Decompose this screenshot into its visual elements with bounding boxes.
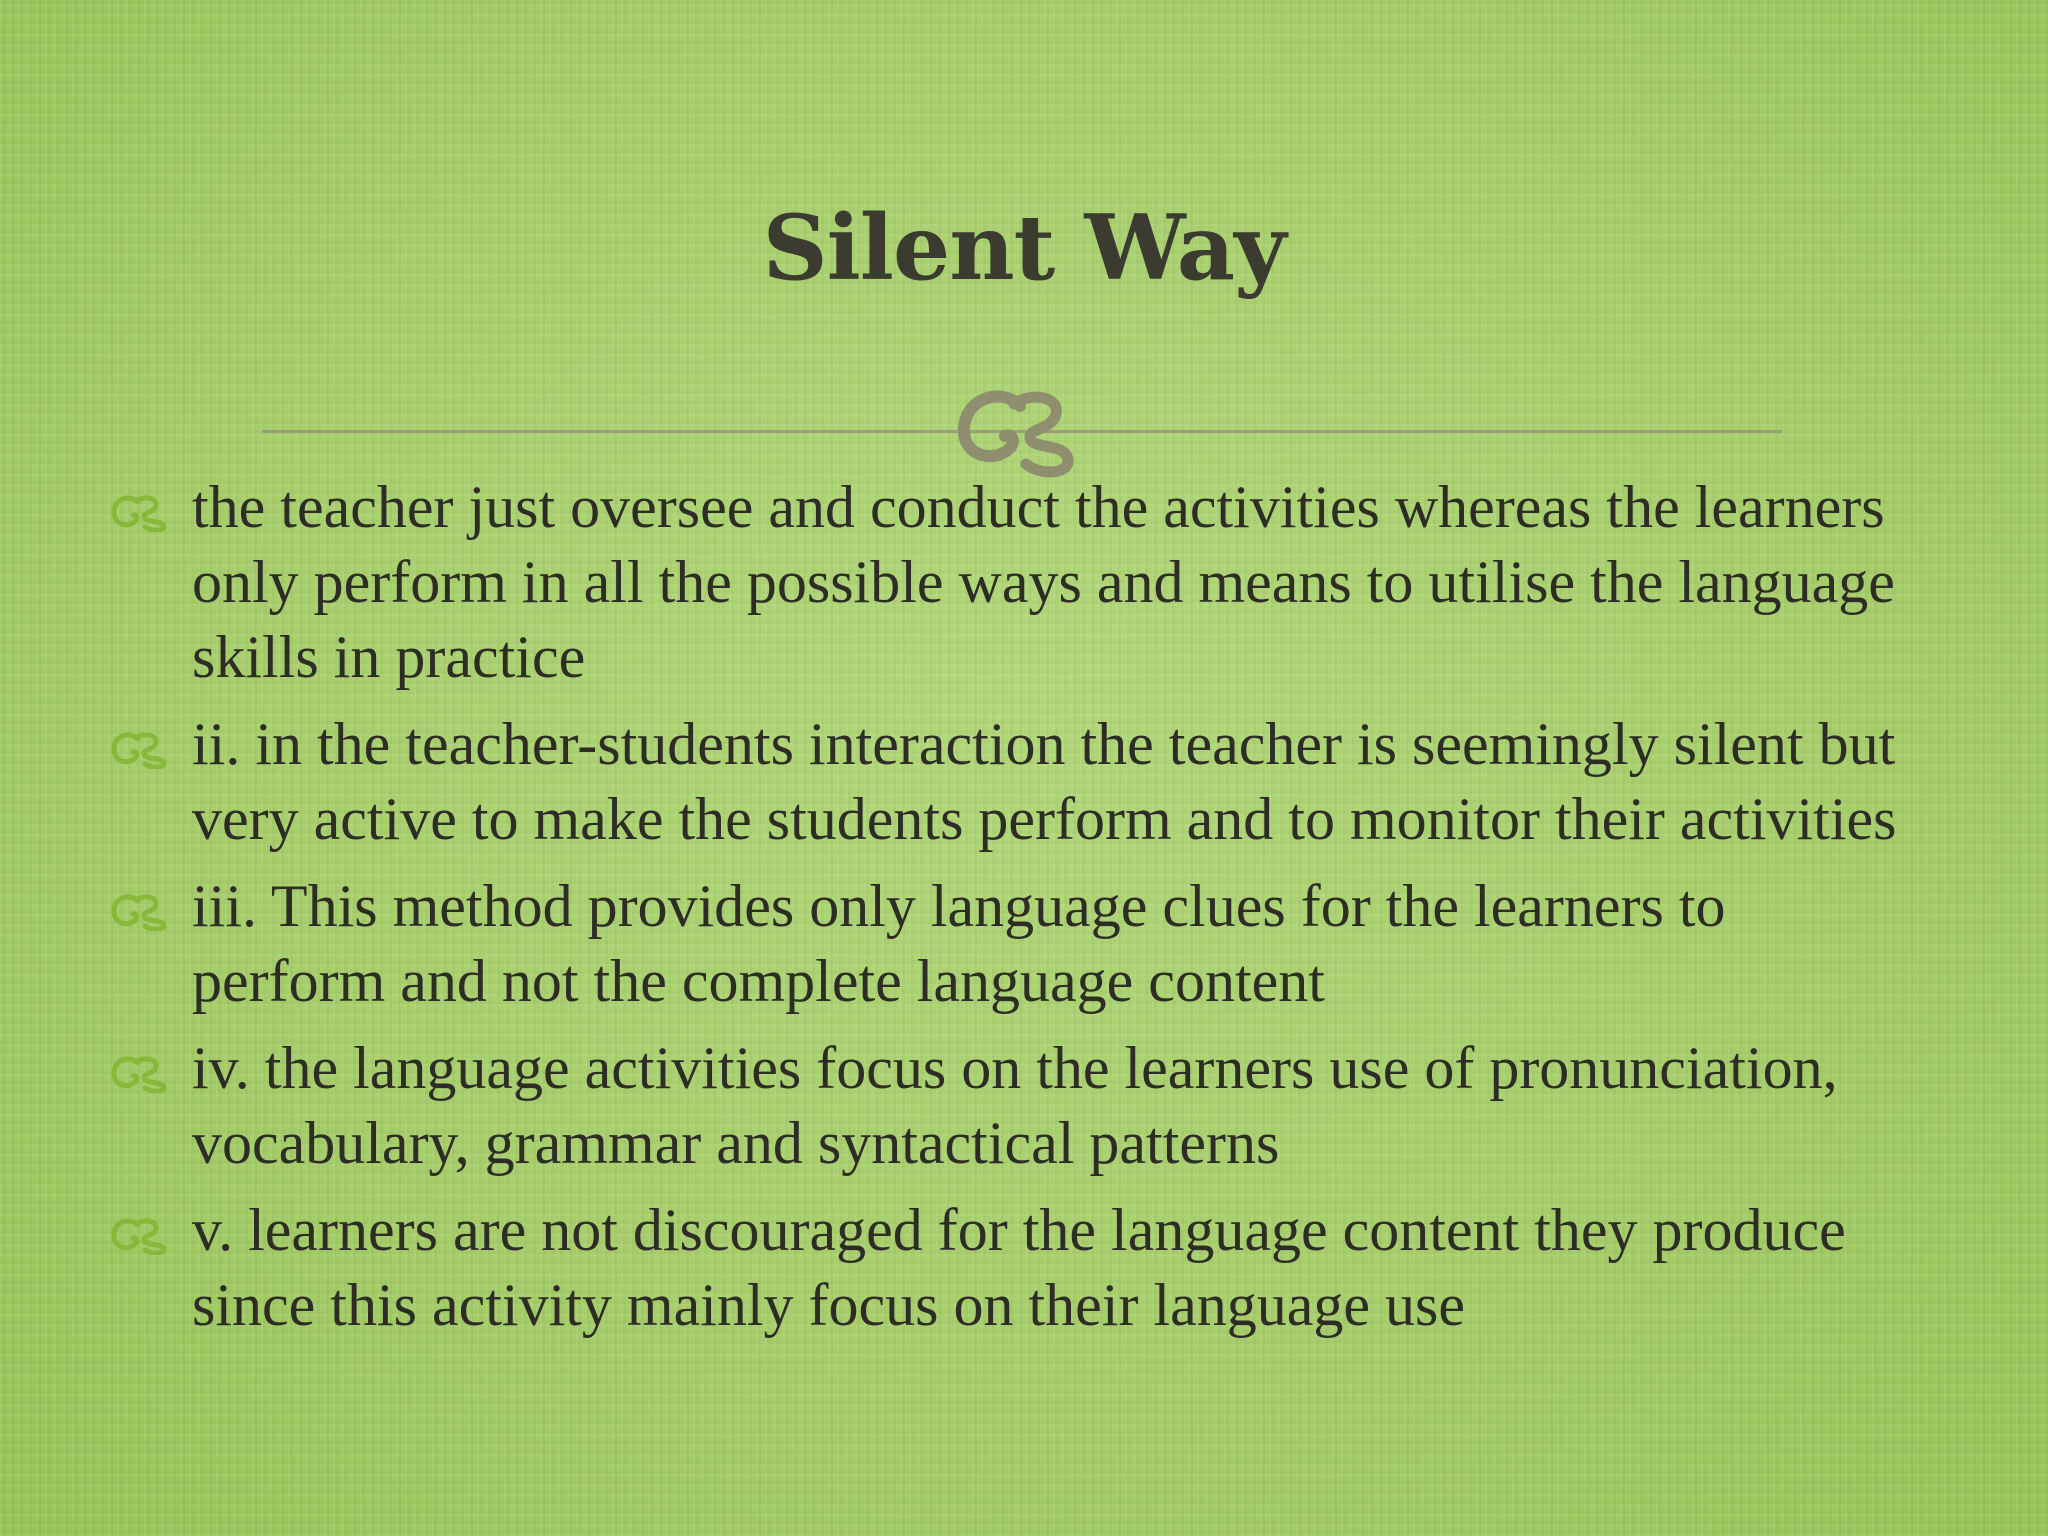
bullet-item [110, 1193, 1910, 1343]
scroll-ornament-icon [948, 378, 1098, 478]
scroll-bullet-icon [110, 729, 172, 769]
bullet-text: iv. the language activities focus on the learners use of pronunciation, vocabulary, grammar and syntactical patterns [192, 1035, 1838, 1176]
slide-title: Silent Way [762, 195, 1286, 301]
bullet-list [110, 470, 1910, 1355]
bullet-item [110, 707, 1910, 857]
bullet-item [110, 470, 1910, 695]
scroll-bullet-icon [110, 492, 172, 532]
scroll-bullet-icon [110, 891, 172, 931]
scroll-bullet-icon [110, 1215, 172, 1255]
bullet-item [110, 869, 1910, 1019]
bullet-text: v. learners are not discouraged for the language content they produce since this activity mainly focus on their language use [192, 1197, 1846, 1338]
bullet-text: iii. This method provides only language clues for the learners to perform and not the complete language content [192, 873, 1726, 1014]
bullet-item [110, 1031, 1910, 1181]
scroll-bullet-icon [110, 1053, 172, 1093]
bullet-text: the teacher just oversee and conduct the activities whereas the learners only perform in all the possible ways and means to utilise the language skills in practice [192, 474, 1895, 690]
bullet-text: ii. in the teacher-students interaction the teacher is seemingly silent but very active to make the students perform and to monitor their activities [192, 711, 1897, 852]
